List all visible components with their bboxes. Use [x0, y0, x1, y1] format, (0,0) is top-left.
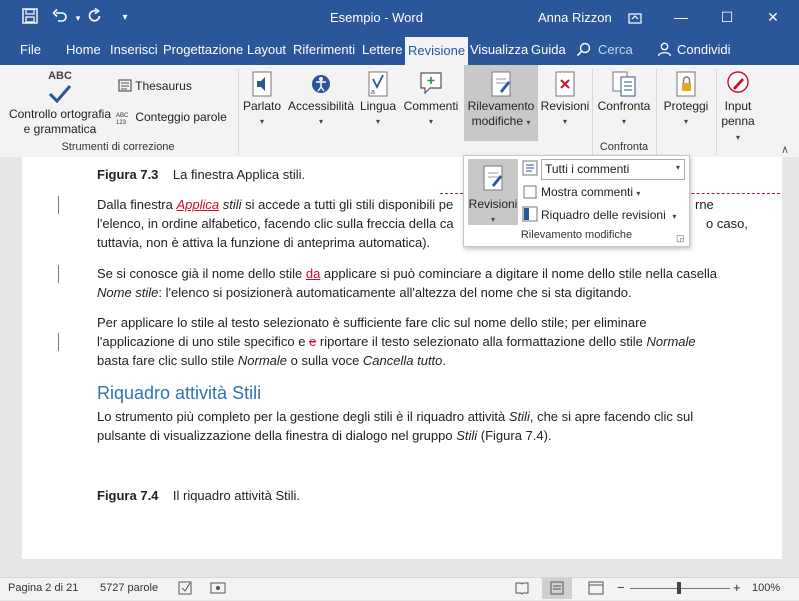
text-run: applicare si può cominciare a digitare il nome dello stile nella casella	[320, 266, 718, 281]
zoom-level[interactable]: 100%	[752, 582, 781, 594]
paragraph-4-line-1	[97, 407, 757, 427]
compare-button[interactable]	[594, 69, 654, 139]
title-bar	[0, 0, 799, 35]
show-comments-label: Mostra commenti	[541, 185, 634, 199]
chevron-down-icon: ▾	[526, 118, 531, 127]
review-pane-icon	[522, 206, 540, 224]
maximize-icon[interactable]: ☐	[720, 9, 734, 25]
book-icon	[118, 79, 132, 92]
tracking-label-2-wrap	[464, 114, 538, 130]
text-run: basta fare clic sullo stile	[97, 353, 238, 368]
tab-guida[interactable]: Guida	[531, 42, 566, 57]
inserted-text: da	[305, 266, 321, 281]
search-icon[interactable]	[576, 42, 592, 58]
zoom-out-icon[interactable]: −	[617, 580, 625, 595]
accessibility-button[interactable]	[286, 69, 356, 139]
group-label-tracking: Rilevamento modifiche	[520, 229, 633, 241]
text-run: Stili	[456, 428, 478, 443]
paragraph-2-line-1	[97, 264, 757, 284]
figure-caption-text: La finestra Applica stili.	[172, 167, 306, 182]
text-run: Lo strumento più completo per la gestione degli stili è il riquadro attività	[97, 409, 509, 424]
review-pane-button[interactable]	[541, 205, 676, 225]
review-pane-label: Riquadro delle revisioni	[541, 208, 666, 222]
tab-visualizza[interactable]: Visualizza	[470, 42, 529, 57]
track-changes-dropdown	[463, 155, 690, 247]
changes-button[interactable]	[540, 69, 590, 139]
spelling-label-2: e grammatica	[23, 122, 97, 136]
language-icon	[365, 69, 391, 99]
word-count-button[interactable]	[116, 110, 227, 127]
ribbon	[0, 65, 799, 158]
thesaurus-label: Thesaurus	[135, 79, 192, 93]
comments-label: Commenti	[403, 99, 459, 113]
show-comments-icon	[522, 184, 540, 202]
customize-icon[interactable]: ▾	[122, 12, 128, 23]
abc-label: ABC	[48, 70, 72, 82]
text-run: si accede a tutti gli stili disponibili pe	[241, 197, 454, 212]
chevron-down-icon: ▾	[428, 117, 433, 126]
markup-select-value: Tutti i commenti	[545, 162, 630, 176]
text-run: , che si apre facendo clic sul	[529, 409, 694, 424]
chevron-down-icon: ▾	[259, 117, 264, 126]
language-button[interactable]	[358, 69, 398, 139]
read-mode-icon[interactable]	[514, 580, 530, 599]
thesaurus-button[interactable]	[118, 79, 192, 93]
chevron-down-icon: ▾	[375, 117, 380, 126]
tab-riferimenti[interactable]: Riferimenti	[293, 42, 356, 57]
undo-dropdown-icon[interactable]: ▾	[75, 13, 81, 23]
revision-bar	[58, 333, 59, 351]
page-indicator[interactable]: Pagina 2 di 21	[8, 582, 79, 594]
markup-icon	[522, 160, 540, 178]
comments-button[interactable]	[400, 69, 462, 139]
comment-icon	[418, 69, 444, 99]
zoom-in-icon[interactable]: +	[733, 580, 741, 595]
markup-select[interactable]	[541, 159, 685, 180]
inserted-text: Applica	[176, 197, 220, 212]
chevron-down-icon: ▾	[683, 117, 688, 126]
track-changes-group-button[interactable]	[464, 65, 538, 141]
tab-revisione[interactable]: Revisione	[405, 37, 468, 65]
text-run: Cancella tutto	[362, 353, 443, 368]
figure-caption	[97, 486, 757, 506]
person-icon	[657, 42, 673, 58]
text-run: Normale	[237, 353, 288, 368]
text-run: : l'elenco si posizionerà automaticamente all'altezza del nome che si sta digitando.	[158, 285, 632, 300]
chevron-down-icon: ▾	[675, 163, 680, 172]
chevron-down-icon: ▾	[621, 117, 626, 126]
group-separator	[656, 69, 657, 155]
paragraph-3-line-2	[97, 332, 757, 352]
tracking-label-2: modifiche	[471, 114, 523, 128]
minimize-icon[interactable]: —	[674, 9, 688, 25]
spelling-label-1: Controllo ortografia	[8, 107, 112, 121]
redo-icon[interactable]	[85, 8, 105, 28]
word-count[interactable]: 5727 parole	[100, 582, 159, 594]
figure-number: Figura 7.3	[97, 167, 159, 182]
ink-label-2-wrap	[718, 114, 758, 145]
paragraph-1-line-2-end: o caso,	[706, 216, 748, 231]
speaker-icon	[249, 69, 275, 99]
save-icon[interactable]	[20, 8, 40, 28]
text-run: .	[442, 353, 447, 368]
group-separator	[592, 69, 593, 155]
tab-inserisci[interactable]: Inserisci	[110, 42, 158, 57]
word-count-label: Conteggio parole	[135, 110, 227, 124]
ink-button[interactable]	[718, 69, 758, 142]
text-run: Stili	[508, 409, 530, 424]
share-button[interactable]: Condividi	[677, 42, 731, 57]
accessibility-icon	[308, 69, 334, 99]
ink-label-1: Input	[724, 99, 752, 113]
chevron-down-icon: ▾	[490, 215, 495, 224]
show-comments-button[interactable]	[541, 182, 640, 202]
paragraph-2-line-2	[97, 283, 757, 303]
revisioni-toggle-button[interactable]	[468, 159, 518, 225]
print-layout-icon[interactable]	[542, 578, 572, 599]
lock-icon	[673, 69, 699, 99]
spelling-grammar-button[interactable]	[4, 69, 116, 141]
tracking-label-1: Rilevamento	[467, 99, 535, 113]
tab-progettazione[interactable]: Progettazione	[163, 42, 244, 57]
revision-bar	[58, 265, 59, 283]
text-run: Nome stile	[97, 285, 159, 300]
window-title: Esempio - Word	[330, 10, 423, 25]
paragraph-1-line-1-end: rne	[695, 197, 714, 212]
group-label-compare: Confronta	[599, 141, 649, 153]
text-run: o sulla voce	[287, 353, 363, 368]
word-count-icon: ABC 123	[116, 113, 129, 126]
zoom-slider-thumb[interactable]	[677, 582, 681, 594]
compare-icon	[610, 69, 638, 99]
section-heading: Riquadro attività Stili	[97, 383, 262, 403]
text-run: riportare il testo selezionato alla formattazione dello stile	[316, 334, 647, 349]
group-separator	[716, 69, 717, 155]
close-icon[interactable]: ✕	[767, 9, 779, 25]
chevron-down-icon: ▾	[735, 133, 740, 142]
text-run: Normale	[646, 334, 696, 349]
text-run: stili	[222, 197, 242, 212]
collapse-ribbon-icon[interactable]: ∧	[781, 144, 790, 156]
web-layout-icon[interactable]	[588, 580, 604, 599]
text-run: Se si conosce già il nome dello stile	[97, 266, 306, 281]
restore-icon[interactable]	[612, 0, 658, 34]
figure-caption-text: Il riquadro attività Stili.	[172, 488, 301, 503]
figure-number: Figura 7.4	[97, 488, 159, 503]
search-box[interactable]: Cerca	[598, 42, 633, 57]
undo-icon[interactable]	[50, 8, 70, 28]
text-run: (Figura 7.4).	[477, 428, 552, 443]
text-run: l'applicazione di uno stile specifico e	[97, 334, 310, 349]
protect-button[interactable]	[658, 69, 714, 139]
paragraph-3-line-3	[97, 351, 757, 371]
user-name[interactable]: Anna Rizzon	[538, 10, 612, 25]
group-separator	[238, 69, 239, 155]
deleted-text: e	[309, 334, 317, 349]
group-label-proofing: Strumenti di correzione	[61, 141, 175, 153]
compare-label: Confronta	[597, 99, 651, 113]
track-changes-icon	[488, 69, 514, 99]
tab-home[interactable]: Home	[66, 42, 101, 57]
revisioni-label: Revisioni	[468, 197, 518, 211]
text-run: Dalla finestra	[97, 197, 177, 212]
speak-label: Parlato	[242, 99, 282, 113]
tab-file[interactable]: File	[20, 42, 41, 57]
paragraph-4-line-2	[97, 426, 757, 446]
ribbon-tabs	[0, 35, 799, 65]
status-bar	[0, 577, 799, 600]
track-changes-icon	[480, 163, 506, 193]
paragraph-1-line-2: l'elenco, in ordine alfabetico, facendo clic sulla freccia della ca	[97, 216, 454, 231]
pen-icon	[725, 69, 751, 99]
changes-icon	[552, 69, 578, 99]
paragraph-1-line-3: tuttavia, non è attiva la funzione di anteprima automatica).	[97, 235, 431, 250]
chevron-down-icon: ▾	[318, 117, 323, 126]
changes-label: Revisioni	[540, 99, 590, 113]
speak-button[interactable]	[242, 69, 282, 139]
chevron-down-icon: ▾	[672, 212, 677, 221]
chevron-down-icon: ▾	[636, 189, 641, 198]
macro-icon[interactable]	[210, 581, 226, 598]
ink-label-2: penna	[721, 114, 755, 128]
checkmark-icon	[47, 84, 73, 104]
dialog-launcher-icon[interactable]: ◲	[676, 233, 685, 243]
tab-lettere[interactable]: Lettere	[362, 42, 403, 57]
revision-bar	[58, 196, 59, 214]
proofing-status-icon[interactable]	[178, 581, 194, 598]
paragraph-3-line-1: Per applicare lo stile al testo selezionato è sufficiente fare clic sul nome dello stile; per eliminare	[97, 315, 647, 330]
protect-label: Proteggi	[663, 99, 709, 113]
text-run: pulsante di visualizzazione della finestra di dialogo nel gruppo	[97, 428, 457, 443]
language-label: Lingua	[359, 99, 397, 113]
svg-text:a: a	[371, 89, 375, 96]
chevron-down-icon: ▾	[562, 117, 567, 126]
tab-layout[interactable]: Layout	[247, 42, 287, 57]
accessibility-label: Accessibilità	[287, 99, 355, 113]
